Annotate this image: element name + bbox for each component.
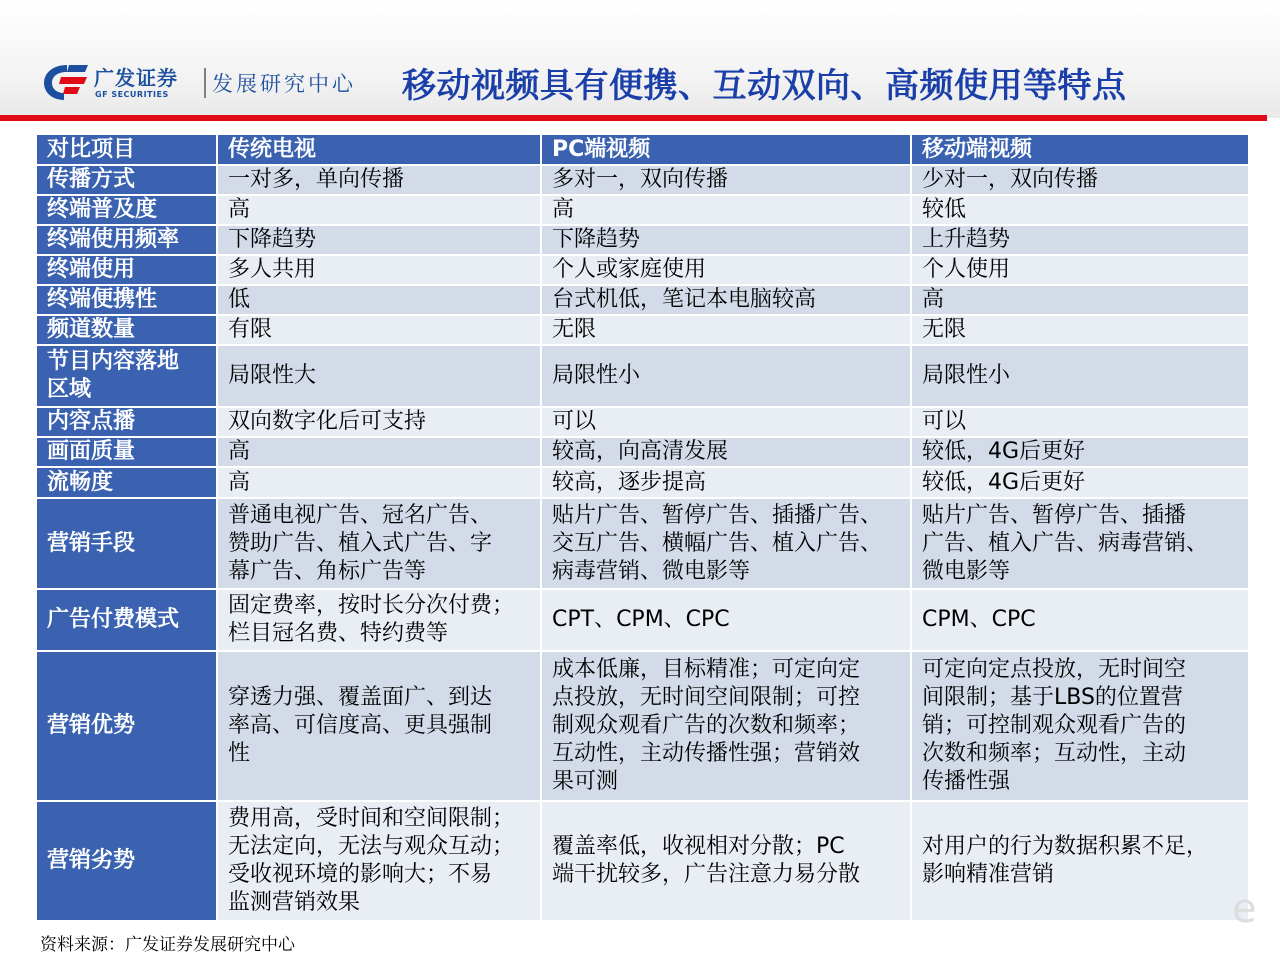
- row-header: 流畅度: [36, 467, 217, 498]
- row-header: 终端使用: [36, 255, 217, 285]
- table-header-row: [36, 134, 1249, 165]
- cell-mobile: 对用户的行为数据积累不足， 影响精准营销: [911, 801, 1249, 921]
- row-header: 传播方式: [36, 165, 217, 195]
- row-header: 广告付费模式: [36, 589, 217, 651]
- brand-name-cn: 广发证券: [94, 66, 178, 90]
- cell-mobile: 无限: [911, 315, 1249, 345]
- department-label: 发展研究中心: [212, 72, 356, 96]
- table-row: [36, 225, 1249, 255]
- cell-tv: 低: [217, 285, 541, 315]
- cell-mobile: 上升趋势: [911, 225, 1249, 255]
- row-header: 营销优势: [36, 651, 217, 801]
- cell-pc: 较高，向高清发展: [541, 437, 911, 467]
- cell-tv: 高: [217, 195, 541, 225]
- table-row: [36, 498, 1249, 589]
- cell-tv: 固定费率，按时长分次付费； 栏目冠名费、特约费等: [217, 589, 541, 651]
- cell-pc: CPT、CPM、CPC: [541, 589, 911, 651]
- table-row: [36, 165, 1249, 195]
- row-header: 内容点播: [36, 407, 217, 437]
- row-header: 频道数量: [36, 315, 217, 345]
- cell-mobile: 较低，4G后更好: [911, 467, 1249, 498]
- cell-tv: 普通电视广告、冠名广告、 赞助广告、植入式广告、字 幕广告、角标广告等: [217, 498, 541, 589]
- cell-mobile: 少对一，双向传播: [911, 165, 1249, 195]
- cell-tv: 高: [217, 437, 541, 467]
- cell-tv: 穿透力强、覆盖面广、到达 率高、可信度高、更具强制 性: [217, 651, 541, 801]
- page-title: 移动视频具有便携、互动双向、高频使用等特点: [402, 66, 1127, 106]
- cell-mobile: 局限性小: [911, 345, 1249, 407]
- cell-pc: 下降趋势: [541, 225, 911, 255]
- cell-tv: 局限性大: [217, 345, 541, 407]
- table-row: [36, 285, 1249, 315]
- cell-tv: 下降趋势: [217, 225, 541, 255]
- cell-tv: 双向数字化后可支持: [217, 407, 541, 437]
- cell-pc: 局限性小: [541, 345, 911, 407]
- table-row: [36, 437, 1249, 467]
- row-header: 终端普及度: [36, 195, 217, 225]
- cell-mobile: 贴片广告、暂停广告、插播 广告、植入广告、病毒营销、 微电影等: [911, 498, 1249, 589]
- table-row: [36, 801, 1249, 921]
- header-separator: [204, 68, 206, 98]
- cell-pc: 多对一，双向传播: [541, 165, 911, 195]
- cell-tv: 有限: [217, 315, 541, 345]
- cell-mobile: 较低: [911, 195, 1249, 225]
- cell-pc: 覆盖率低，收视相对分散；PC 端干扰较多，广告注意力易分散: [541, 801, 911, 921]
- row-header: 画面质量: [36, 437, 217, 467]
- table-row: [36, 345, 1249, 407]
- cell-tv: 多人共用: [217, 255, 541, 285]
- cell-mobile: 高: [911, 285, 1249, 315]
- table-row: [36, 255, 1249, 285]
- cell-pc: 较高，逐步提高: [541, 467, 911, 498]
- cell-pc: 可以: [541, 407, 911, 437]
- cell-pc: 贴片广告、暂停广告、插播广告、 交互广告、横幅广告、植入广告、 病毒营销、微电影等: [541, 498, 911, 589]
- cell-mobile: 可定向定点投放，无时间空 间限制；基于LBS的位置营 销；可控制观众观看广告的 次数和频率；互动性，主动 传播性强: [911, 651, 1249, 801]
- table-row: [36, 315, 1249, 345]
- cell-mobile: 个人使用: [911, 255, 1249, 285]
- comparison-table-container: [35, 133, 1248, 922]
- column-header-tv: 传统电视: [217, 134, 541, 165]
- cell-pc: 无限: [541, 315, 911, 345]
- source-note: 资料来源：广发证券发展研究中心: [40, 935, 295, 955]
- cell-tv: 高: [217, 467, 541, 498]
- cell-pc: 台式机低，笔记本电脑较高: [541, 285, 911, 315]
- row-header: 终端便携性: [36, 285, 217, 315]
- cell-mobile: CPM、CPC: [911, 589, 1249, 651]
- table-row: [36, 467, 1249, 498]
- row-header: 营销劣势: [36, 801, 217, 921]
- row-header: 终端使用频率: [36, 225, 217, 255]
- cell-mobile: 较低，4G后更好: [911, 437, 1249, 467]
- column-header-item: 对比项目: [36, 134, 217, 165]
- table-row: [36, 195, 1249, 225]
- title-underline: [0, 115, 1267, 121]
- table-row: [36, 651, 1249, 801]
- column-header-mobile: 移动端视频: [911, 134, 1249, 165]
- comparison-table: [35, 133, 1250, 922]
- cell-tv: 费用高，受时间和空间限制； 无法定向，无法与观众互动； 受收视环境的影响大；不易 监测营销效果: [217, 801, 541, 921]
- brand-name-en: GF SECURITIES: [95, 90, 169, 99]
- row-header: 节目内容落地 区域: [36, 345, 217, 407]
- cell-pc: 个人或家庭使用: [541, 255, 911, 285]
- row-header: 营销手段: [36, 498, 217, 589]
- page-header: [0, 0, 1280, 118]
- cell-tv: 一对多，单向传播: [217, 165, 541, 195]
- gf-securities-logo-icon: [40, 62, 90, 102]
- column-header-pc: PC端视频: [541, 134, 911, 165]
- table-row: [36, 589, 1249, 651]
- table-row: [36, 407, 1249, 437]
- cell-mobile: 可以: [911, 407, 1249, 437]
- cell-pc: 高: [541, 195, 911, 225]
- cell-pc: 成本低廉，目标精准；可定向定 点投放，无时间空间限制；可控 制观众观看广告的次数和频率； 互动性，主动传播性强；营销效 果可测: [541, 651, 911, 801]
- watermark-letter: e: [1232, 886, 1257, 932]
